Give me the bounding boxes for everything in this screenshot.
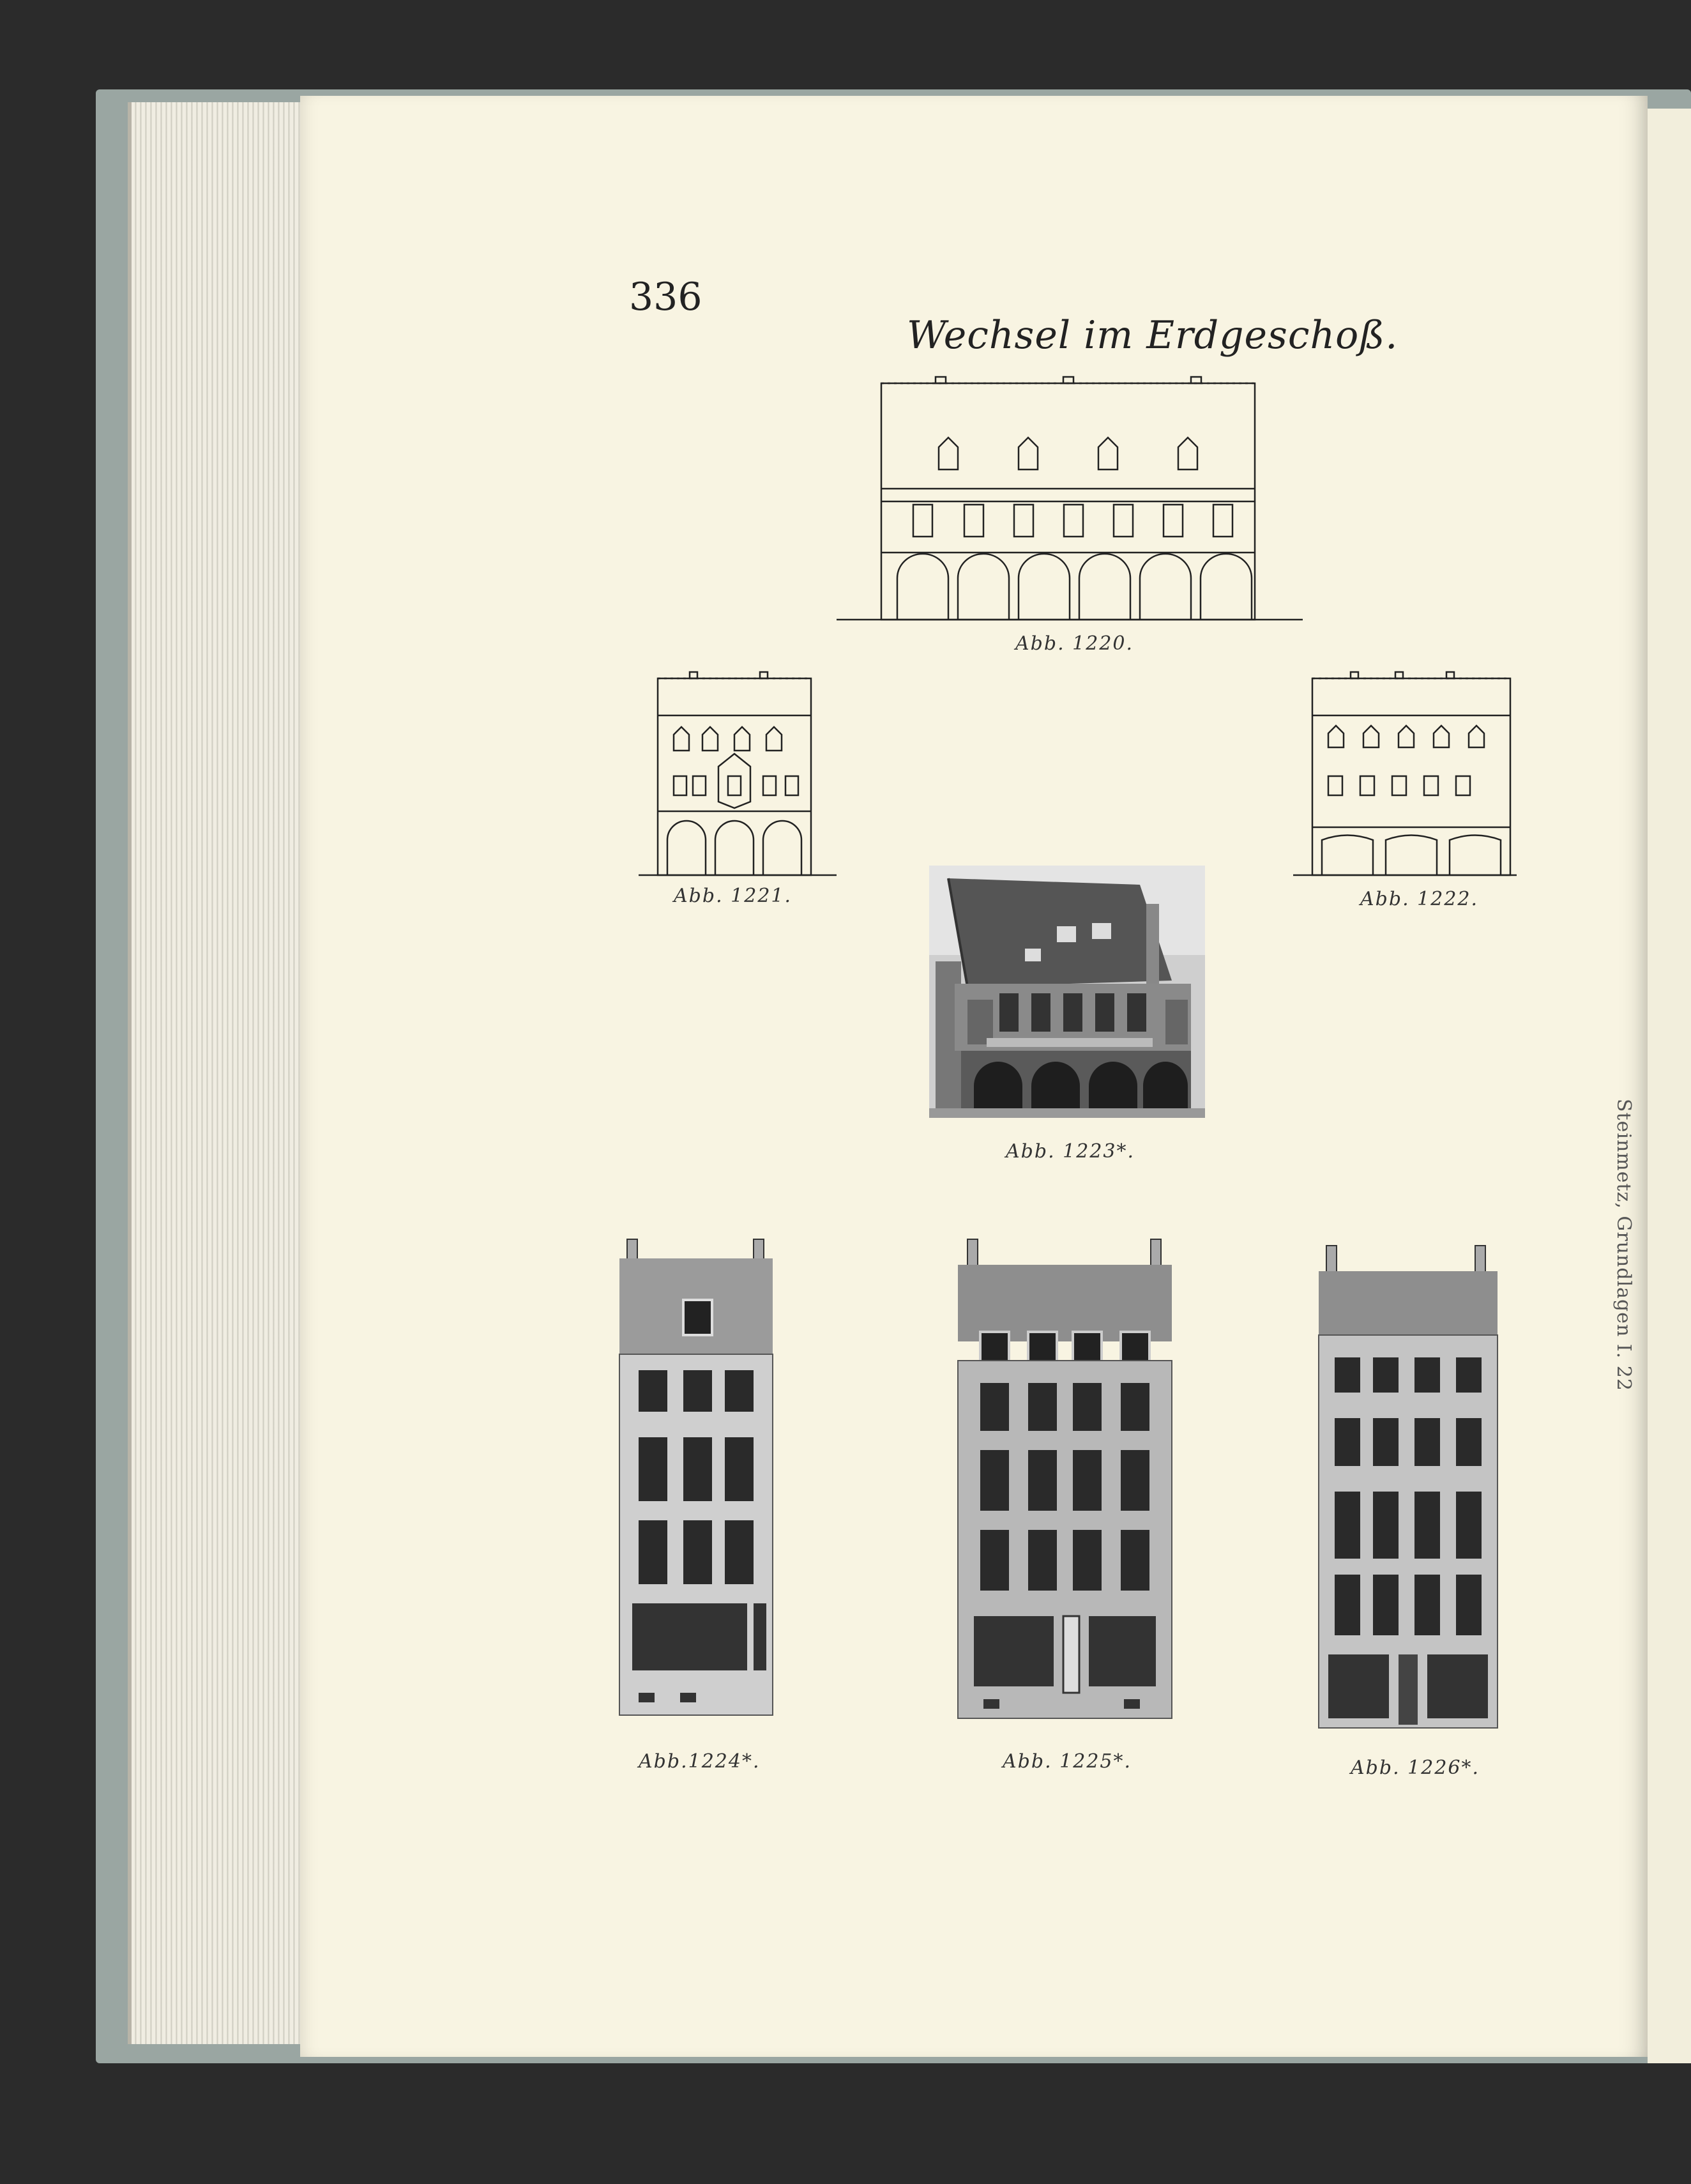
figure-1225-drawing	[958, 1239, 1172, 1718]
figure-1226-drawing	[1319, 1246, 1498, 1728]
figure-1223-caption: Abb. 1223*.	[1006, 1140, 1135, 1163]
figure-1222-drawing	[1293, 671, 1517, 875]
figure-1220-caption: Abb. 1220.	[1015, 632, 1134, 655]
figure-1226-caption: Abb. 1226*.	[1351, 1757, 1480, 1779]
page-number: 336	[629, 275, 702, 319]
figure-1220-drawing	[837, 377, 1303, 620]
figure-1224-drawing	[619, 1239, 776, 1715]
facing-page-edge	[1648, 109, 1691, 2063]
page-edges	[128, 102, 304, 2044]
facing-page-footer: Steinmetz, Grundlagen I. 22	[1612, 1099, 1635, 1391]
figure-1222-caption: Abb. 1222.	[1360, 888, 1479, 910]
figure-1223-photo	[929, 866, 1205, 1118]
figure-1221-drawing	[639, 671, 837, 875]
figure-1225-caption: Abb. 1225*.	[1003, 1750, 1132, 1773]
page-heading: Wechsel im Erdgeschoß.	[907, 313, 1399, 358]
figure-1221-caption: Abb. 1221.	[674, 885, 792, 907]
figure-1224-caption: Abb.1224*.	[639, 1750, 761, 1773]
